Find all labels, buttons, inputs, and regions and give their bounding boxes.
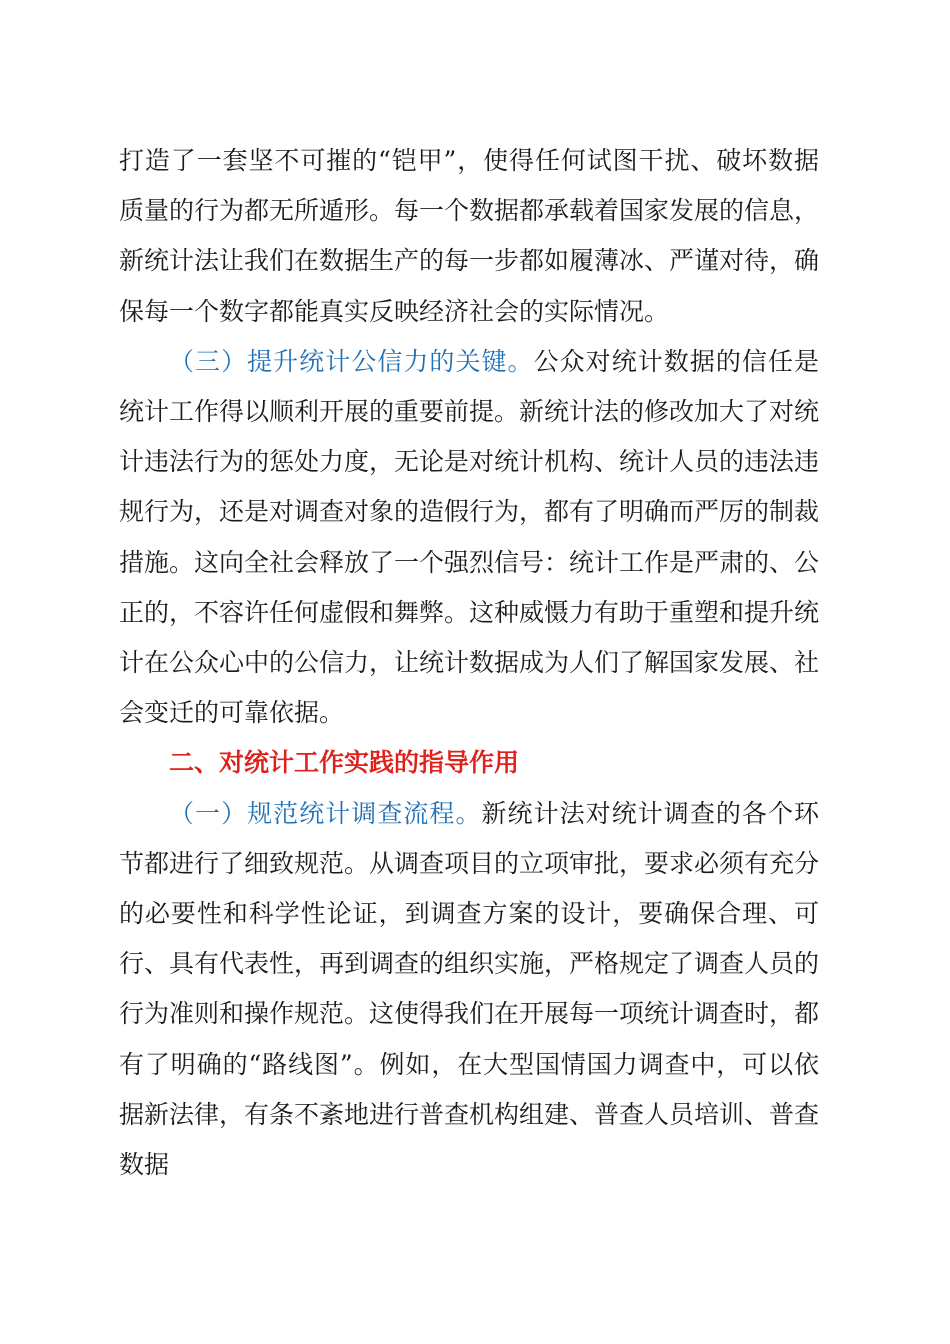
paragraph-survey-process	[119, 789, 819, 1191]
paragraph-text: 新统计法对统计调查的各个环节都进行了细致规范。从调查项目的立项审批，要求必须有充分的必要性和科学性论证，到调查方案的设计，要确保合理、可行、具有代表性，再到调查的组织实施，严格规定了调查人员的行为准则和操作规范。这使得我们在开展每一项统计调查时，都有了明确的“路线图”。例如，在大型国情国力调查中，可以依据新法律，有条不紊地进行普查机构组建、普查人员培训、普查数据	[119, 798, 820, 1180]
section-heading-guidance: 二、对统计工作实践的指导作用	[169, 748, 520, 778]
paragraph-continuation	[119, 136, 819, 337]
sub-heading-credibility: （三）提升统计公信力的关键。	[169, 346, 534, 376]
document-body	[119, 136, 819, 1190]
paragraph-text: 公众对统计数据的信任是统计工作得以顺利开展的重要前提。新统计法的修改加大了对统计违法行为的惩处力度，无论是对统计机构、统计人员的违法违规行为，还是对调查对象的造假行为，都有了明确而严厉的制裁措施。这向全社会释放了一个强烈信号：统计工作是严肃的、公正的，不容许任何虚假和舞弊。这种威慑力有助于重塑和提升统计在公众心中的公信力，让统计数据成为人们了解国家发展、社会变迁的可靠依据。	[119, 346, 820, 728]
paragraph-credibility	[119, 337, 819, 739]
sub-heading-survey-process: （一）规范统计调查流程。	[169, 798, 482, 828]
paragraph-text: 打造了一套坚不可摧的“铠甲”，使得任何试图干扰、破坏数据质量的行为都无所遁形。每一个数据都承载着国家发展的信息，新统计法让我们在数据生产的每一步都如履薄冰、严谨对待，确保每一个数字都能真实反映经济社会的实际情况。	[119, 146, 820, 326]
